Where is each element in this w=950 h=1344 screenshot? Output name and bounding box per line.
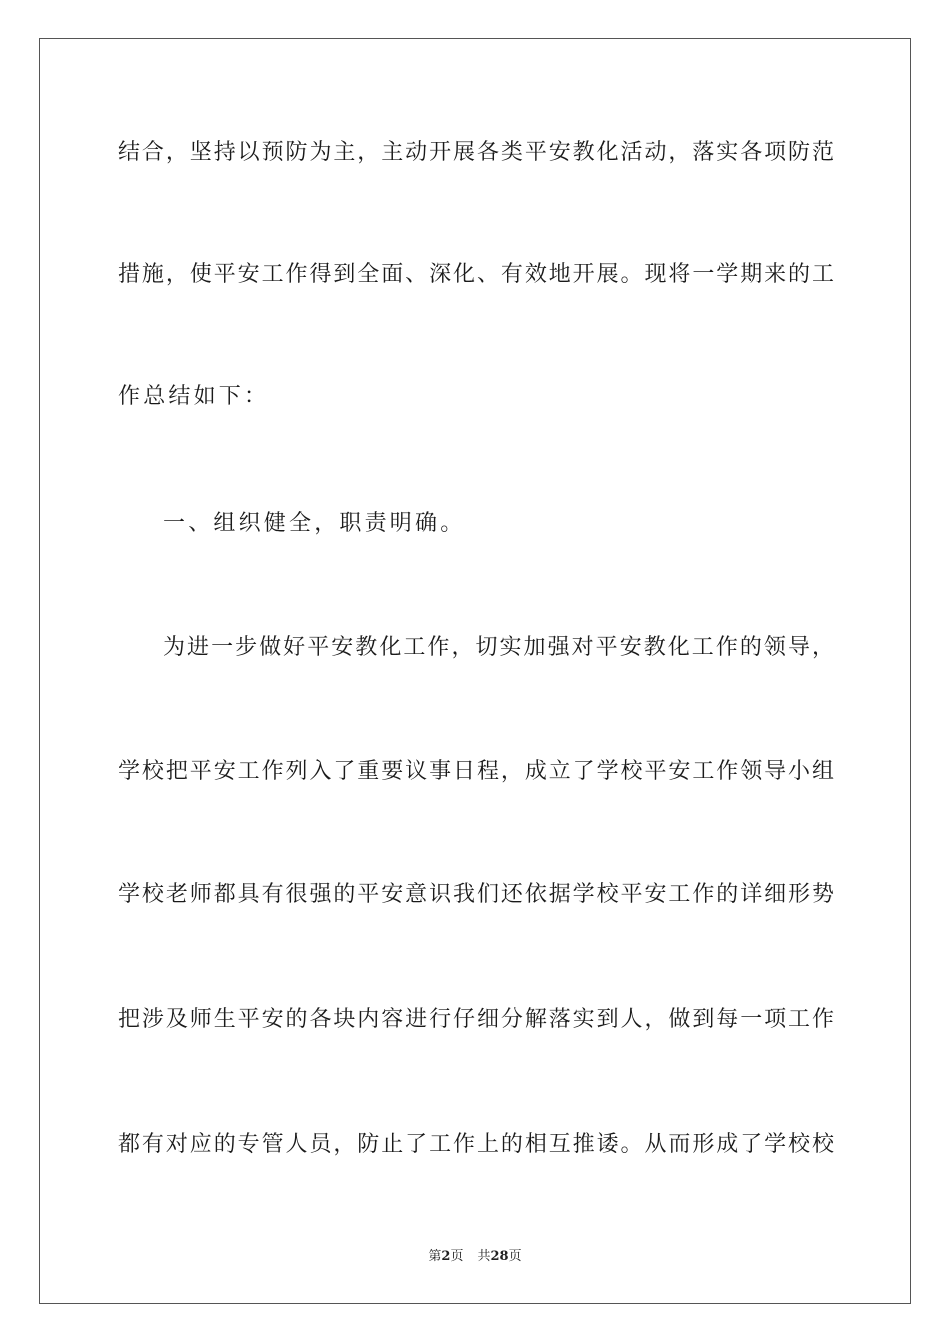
page-prefix: 第 bbox=[428, 1249, 442, 1264]
body-line-2: 措施，使平安工作得到全面、深化、有效地开展。现将一学期来的工 bbox=[118, 262, 834, 287]
page-number: 2 bbox=[441, 1249, 451, 1264]
body-line-6: 学校把平安工作列入了重要议事日程，成立了学校平安工作领导小组 bbox=[118, 759, 834, 784]
page-footer bbox=[0, 1248, 950, 1266]
total-prefix: 共 bbox=[477, 1249, 491, 1264]
section-heading: 一、组织健全，职责明确。 bbox=[163, 511, 466, 536]
page-suffix: 页 bbox=[450, 1249, 464, 1264]
body-line-9: 都有对应的专管人员，防止了工作上的相互推诿。从而形成了学校校 bbox=[118, 1132, 834, 1157]
body-line-3: 作总结如下： bbox=[118, 384, 270, 409]
body-line-1: 结合，坚持以预防为主，主动开展各类平安教化活动，落实各项防范 bbox=[118, 140, 834, 165]
total-pages: 28 bbox=[490, 1249, 509, 1264]
body-line-7: 学校老师都具有很强的平安意识我们还依据学校平安工作的详细形势 bbox=[118, 882, 834, 907]
body-line-8: 把涉及师生平安的各块内容进行仔细分解落实到人，做到每一项工作 bbox=[118, 1007, 834, 1032]
body-line-5: 为进一步做好平安教化工作，切实加强对平安教化工作的领导， bbox=[163, 635, 834, 660]
page-frame bbox=[39, 38, 911, 1304]
total-suffix: 页 bbox=[508, 1249, 522, 1264]
